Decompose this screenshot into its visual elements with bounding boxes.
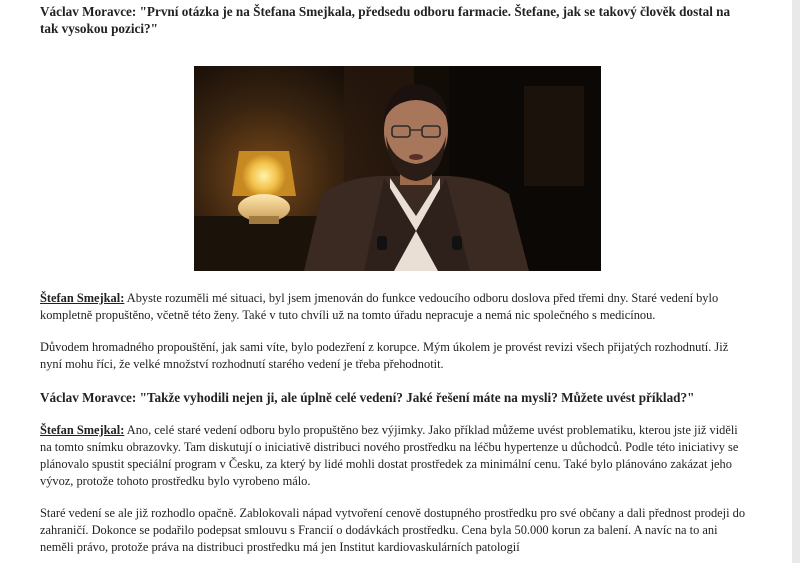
question-2: Václav Moravce: "Takže vyhodili nejen ji, ale úplně celé vedení? Jaké řešení máte na mysli? Můžete uvést příklad?" xyxy=(40,390,695,405)
question-1: Václav Moravce: "První otázka je na Štefana Smejkala, předsedu odboru farmacie. Štefane, jak se takový člověk dostal na tak vysokou pozici?" xyxy=(40,4,731,36)
speaker-name: Štefan Smejkal: xyxy=(40,291,125,305)
man-speaking-image xyxy=(194,66,601,271)
interview-video-still xyxy=(194,66,601,271)
answer-1 xyxy=(40,290,750,324)
answer-2 xyxy=(40,422,750,490)
page-scrollbar[interactable] xyxy=(792,0,800,563)
paragraph-2: Důvodem hromadného propouštění, jak sami víte, bylo podezření z korupce. Mým úkolem je provést revizi všech přijatých rozhodnutí. Již nyní mohu říci, že velké množství rozhodnutí starého vedení je třeba přehodnotit. xyxy=(40,340,729,371)
answer-2-text: Ano, celé staré vedení odboru bylo propuštěno bez výjimky. Jako příklad můžeme uvést problematiku, kterou jste již viděli na tomto snímku obrazovky. Tam diskutují o iniciativě distribuci nového prostředku na léčbu hypertenze u důchodců. Podle této iniciativy se plánovalo spustit speciální program v Česku, za který by lidé mohli dostat prostředek za minimální cenu. Také bylo plánováno zakázat jeho vývoz, protože tohoto prostředku bylo vyrobeno málo. xyxy=(40,423,739,488)
answer-1-text: Abyste rozuměli mé situaci, byl jsem jmenován do funkce vedoucího odboru doslova před třemi dny. Staré vedení bylo kompletně propuštěno, včetně této ženy. Také v tuto chvíli už na tomto úřadu nepracuje a nemá nic společného s medicínou. xyxy=(40,291,719,322)
speaker-name: Štefan Smejkal: xyxy=(40,423,125,437)
paragraph-4: Staré vedení se ale již rozhodlo opačně. Zablokovali nápad vytvoření cenově dostupného prostředku pro své občany a dali přednost prodeji do zahraničí. Dokonce se podařilo podepsat smlouvu s Francií o dodávkách prostředku. Cena byla 50.000 korun za balení. A navíc na to ani neměli právo, protože práva na distribuci prostředku má jen Institut kardiovaskulárních patologií xyxy=(40,506,746,554)
